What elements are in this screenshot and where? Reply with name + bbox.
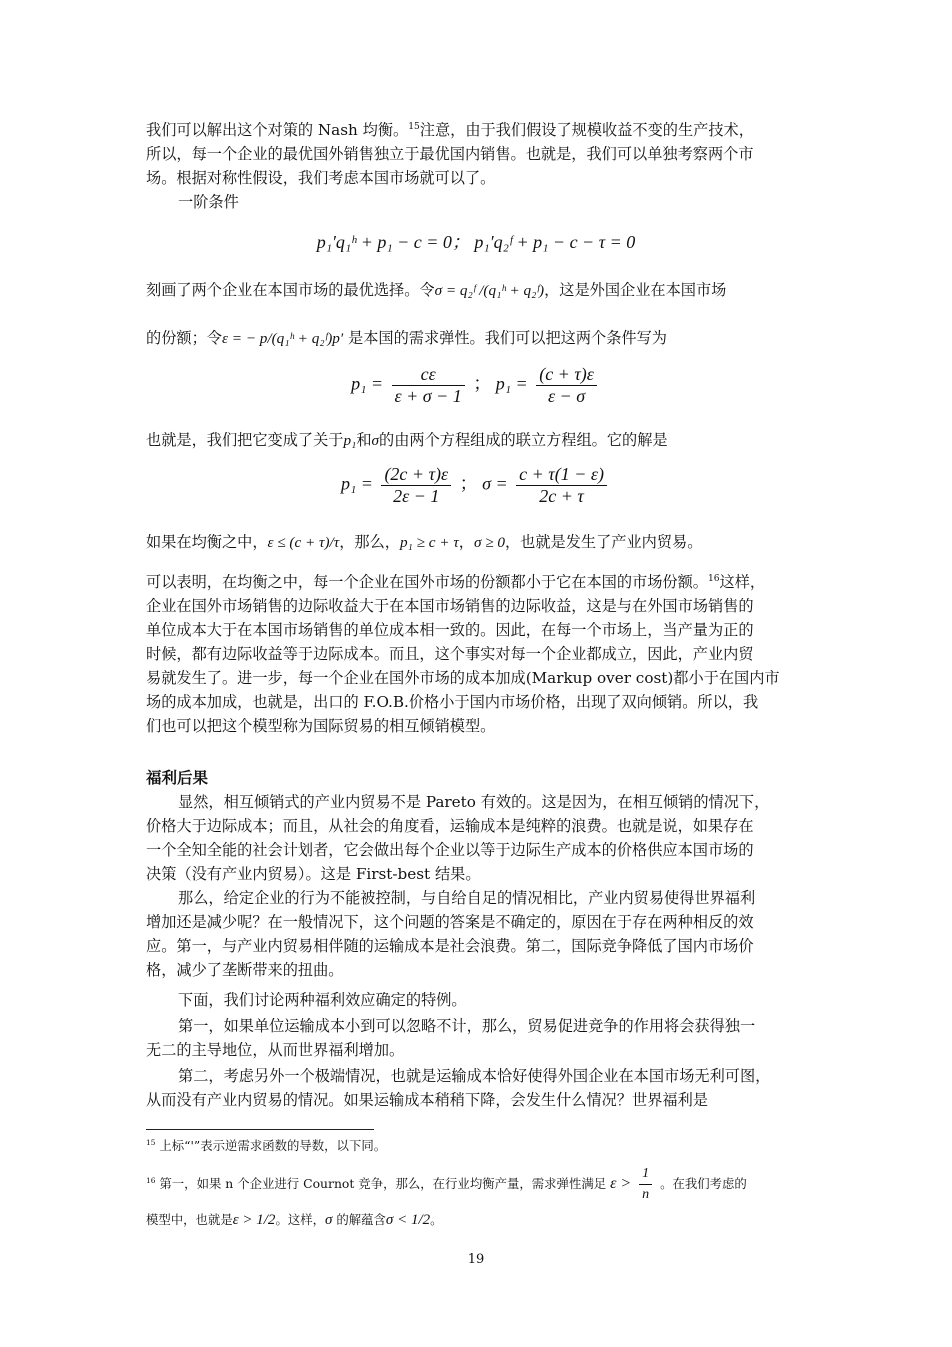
math-sigma: σ (325, 1212, 333, 1228)
denominator: 2c + τ (539, 486, 584, 506)
footnote-text: 第一，如果 n 个企业进行 Cournot 竞争，那么，在行业均衡产量，需求弹性满足 (159, 1176, 607, 1191)
paragraph-2-line-2 (146, 326, 806, 351)
numerator: (2c + τ)ε (381, 464, 451, 486)
separator: ； (459, 473, 478, 494)
paragraph-3 (146, 428, 806, 453)
footnote-text: 。 (430, 1212, 443, 1227)
text: 和 (356, 431, 372, 449)
paragraph-5-line-4: 时候，都有边际收益等于边际成本。而且，这个事实对每一个企业都成立，因此，产业内贸 (146, 645, 754, 663)
paragraph-7-line-2: 增加还是减少呢？在一般情况下，这个问题的答案是不确定的，原因在于存在两种相反的效 (146, 913, 754, 931)
paragraph-9-line-2: 无二的主导地位，从而世界福利增加。 (146, 1041, 405, 1059)
paragraph-6-line-4: 决策（没有产业内贸易）。这是 First-best 结果。 (146, 865, 481, 883)
math-epsilon-definition: ε = − p/(q₁ʰ + q₂ᶠ)p′ (221, 330, 344, 347)
footnote-mark: 15 (146, 1137, 156, 1147)
text: ，也就是发生了产业内贸易。 (504, 533, 703, 551)
text: 刻画了两个企业在本国市场的最优选择。令 (146, 281, 435, 299)
text: ，那么， (339, 533, 400, 551)
text: 的由两个方程组成的联立方程组。它的解是 (379, 431, 668, 449)
footnote-ref-15[interactable]: 15 (408, 121, 420, 132)
equation-first-order-conditions: p₁′q₁ʰ + p₁ − c = 0； p₁′q₂ᶠ + p₁ − c − τ = 0 (316, 232, 636, 252)
eq-lhs: p₁ = (341, 473, 373, 494)
footnote-text: 上标“'”表示逆需求函数的导数，以下同。 (159, 1138, 387, 1153)
separator: ； (473, 373, 492, 394)
denominator: ε + σ − 1 (394, 386, 462, 406)
numerator: cε (392, 364, 465, 386)
paragraph-6-line-3: 一个全知全能的社会计划者，它会做出每个企业以等于边际生产成本的价格供应本国市场的 (146, 841, 754, 859)
numerator: c + τ(1 − ε) (516, 464, 607, 486)
footnote-text: 。在我们考虑的 (660, 1176, 747, 1191)
math-condition-p1: p₁ ≥ c + τ (399, 534, 459, 551)
page-number: 19 (467, 1252, 485, 1267)
paragraph-5-line-3: 单位成本大于在本国市场销售的单位成本相一致的。因此，在每一个市场上，当产量为正的 (146, 621, 754, 639)
numerator: (c + τ)ε (536, 364, 597, 386)
section-heading-welfare: 福利后果 (146, 769, 209, 787)
footnote-text: 模型中，也就是 (146, 1212, 233, 1227)
footnote-ref-16[interactable]: 16 (707, 573, 720, 584)
text: 如果在均衡之中， (146, 533, 268, 551)
text: 我们可以解出这个对策的 Nash 均衡。 (146, 121, 409, 139)
math-condition: σ < 1/2 (385, 1212, 431, 1228)
equation-pricing-conditions (146, 364, 806, 407)
fraction (392, 364, 465, 407)
paragraph-7-line-3: 应。第一，与产业内贸易相伴随的运输成本是社会浪费。第二，国际竞争降低了国内市场价 (146, 937, 754, 955)
fraction (381, 464, 451, 507)
math-condition-epsilon: ε ≤ (c + τ)/τ (267, 534, 340, 551)
paragraph-7-line-1: 那么，给定企业的行为不能被控制，与自给自足的情况相比，产业内贸易使得世界福利 (178, 889, 756, 907)
paragraph-5-line-5: 易就发生了。进一步，每一个企业在国外市场的成本加成(Markup over cost)都小于在国内市 (146, 669, 780, 687)
denominator: n (642, 1187, 650, 1202)
paragraph-10-line-2: 从而没有产业内贸易的情况。如果运输成本稍稍下降，会发生什么情况？世界福利是 (146, 1091, 708, 1109)
denominator: 2ε − 1 (393, 486, 440, 506)
text: 是本国的需求弹性。我们可以把这两个条件写为 (343, 329, 667, 347)
text: 可以表明，在均衡之中，每一个企业在国外市场的份额都小于它在本国的市场份额。 (146, 573, 708, 591)
eq-lhs: p₁ = (351, 373, 384, 394)
footnote-mark: 16 (146, 1175, 156, 1185)
equation-solution (146, 464, 806, 507)
paragraph-6-line-1: 显然，相互倾销式的产业内贸易不是 Pareto 有效的。这是因为，在相互倾销的情况下， (178, 793, 770, 811)
math-condition: ε > (610, 1175, 632, 1192)
footnote-16-line-2 (146, 1210, 806, 1230)
paragraph-2-line-1 (146, 278, 806, 303)
math-condition: ε > 1/2 (232, 1212, 276, 1228)
paragraph-1-line-2: 所以，每一个企业的最优国外销售独立于最优国内销售。也就是，我们可以单独考察两个市 (146, 145, 754, 163)
paragraph-5-line-6: 场的成本加成，也就是，出口的 F.O.B.价格小于国内市场价格，出现了双向倾销。所以，我 (146, 693, 759, 711)
text: ，这是外国企业在本国市场 (544, 281, 727, 299)
text: 注意，由于我们假设了规模收益不变的生产技术， (419, 121, 754, 139)
paragraph-5-line-2: 企业在国外市场销售的边际收益大于在本国市场销售的边际收益，这是与在外国市场销售的 (146, 597, 754, 615)
footnote-text: 。这样， (275, 1212, 325, 1227)
math-condition-sigma: σ ≥ 0 (473, 534, 505, 551)
math-sigma-definition: σ = q₂ᶠ /(q₁ʰ + q₂ᶠ) (434, 282, 545, 299)
math-sigma: σ (371, 432, 379, 449)
math-p1: p₁ (343, 432, 357, 449)
paragraph-1-line-4: 一阶条件 (178, 193, 239, 211)
fraction (536, 364, 597, 407)
footnote-separator (146, 1129, 374, 1130)
paragraph-1-line-3: 场。根据对称性假设，我们考虑本国市场就可以了。 (146, 169, 496, 187)
fraction (639, 1164, 652, 1205)
paragraph-1-line-1 (146, 118, 806, 142)
footnote-16-line-1 (146, 1164, 806, 1205)
paragraph-5-line-1 (146, 570, 806, 594)
footnote-text: 的解蕴含 (332, 1212, 386, 1227)
eq-lhs: p₁ = (495, 373, 528, 394)
text: 也就是，我们把它变成了关于 (146, 431, 344, 449)
text: 的份额；令 (146, 329, 222, 347)
paragraph-10-line-1: 第二，考虑另外一个极端情况，也就是运输成本恰好使得外国企业在本国市场无利可图， (178, 1067, 771, 1085)
text: ， (458, 533, 474, 551)
paragraph-5-line-7: 们也可以把这个模型称为国际贸易的相互倾销模型。 (146, 717, 496, 735)
paragraph-7-line-4: 格，减少了垄断带来的扭曲。 (146, 961, 344, 979)
denominator: ε − σ (547, 386, 586, 406)
eq-lhs: σ = (482, 473, 508, 494)
paragraph-8: 下面，我们讨论两种福利效应确定的特例。 (178, 991, 467, 1009)
paragraph-6-line-2: 价格大于边际成本；而且，从社会的角度看，运输成本是纯粹的浪费。也就是说，如果存在 (146, 817, 754, 835)
fraction (516, 464, 607, 507)
footnote-15 (146, 1136, 806, 1156)
text: 这样， (719, 573, 766, 591)
paragraph-9-line-1: 第一，如果单位运输成本小到可以忽略不计，那么，贸易促进竞争的作用将会获得独一 (178, 1017, 756, 1035)
paragraph-4 (146, 530, 806, 555)
numerator: 1 (639, 1164, 652, 1185)
